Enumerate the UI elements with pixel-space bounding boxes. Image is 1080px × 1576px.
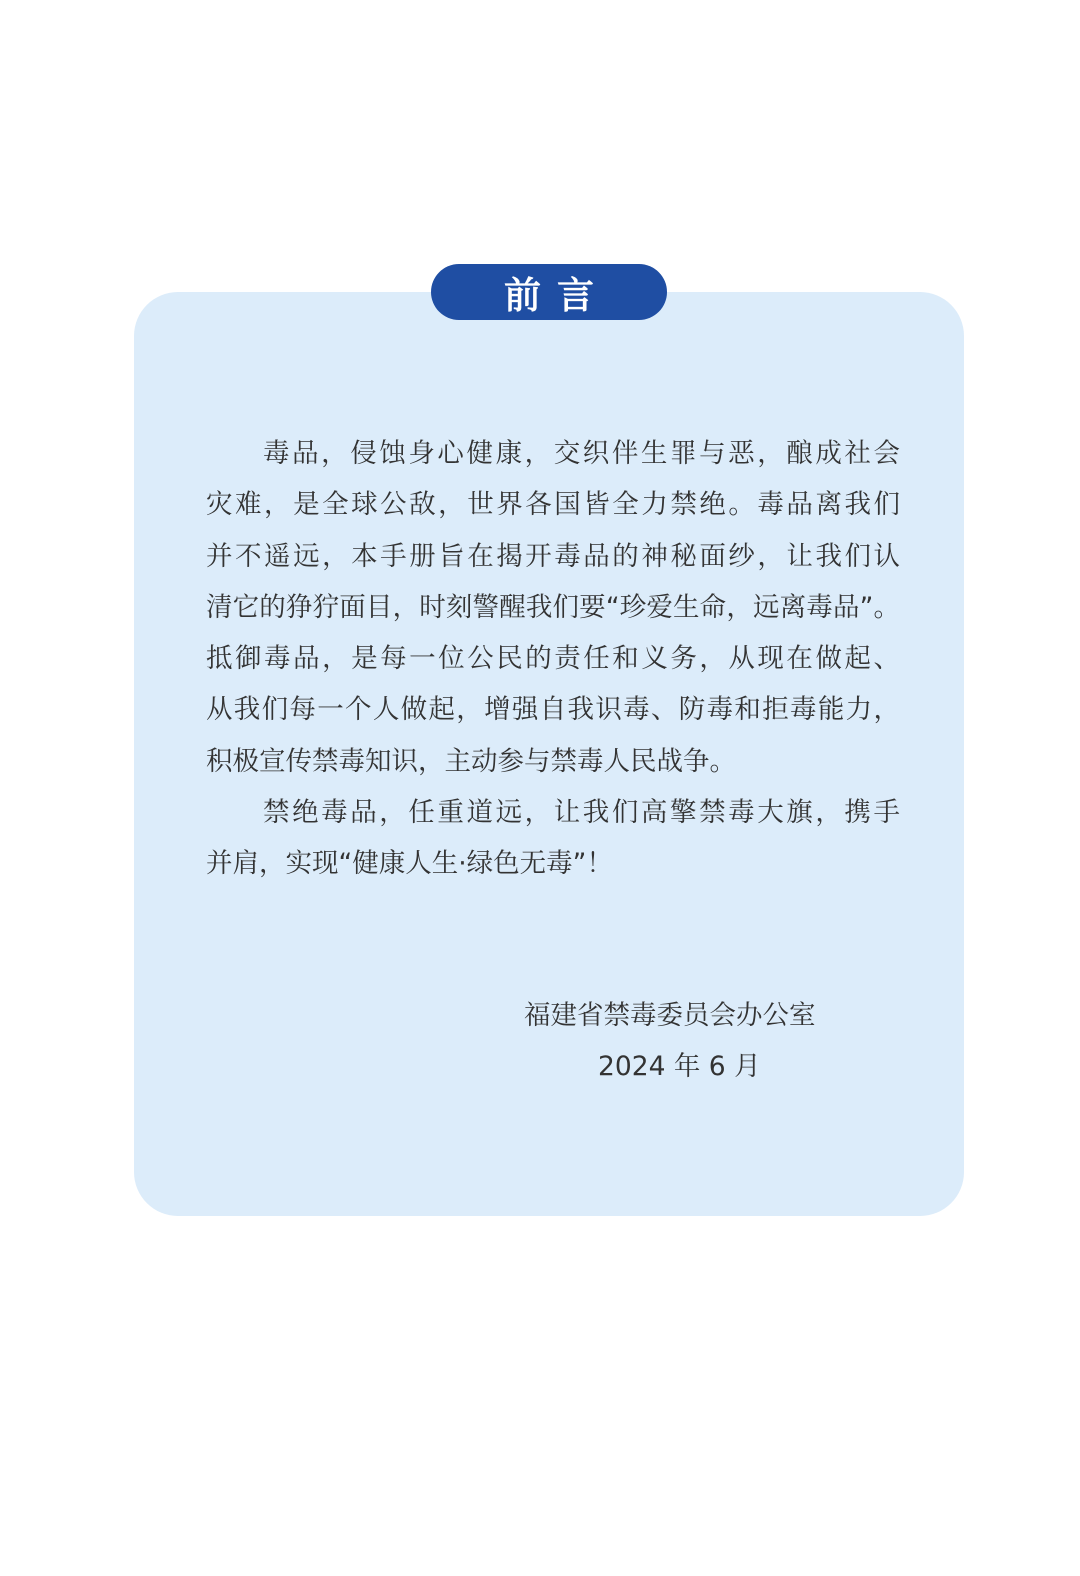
paragraph-1-line-3: 并不遥远，本手册旨在揭开毒品的神秘面纱，让我们认 bbox=[206, 540, 900, 572]
signature-date: 2024 年 6 月 bbox=[598, 1051, 761, 1082]
preface-body bbox=[206, 428, 900, 890]
preface-title: 前言 bbox=[431, 264, 667, 320]
paragraph-1-line-5: 抵御毒品，是每一位公民的责任和义务，从现在做起、 bbox=[206, 643, 900, 675]
paragraph-2-line-2: 并肩，实现“健康人生·绿色无毒”！ bbox=[206, 848, 613, 880]
paragraph-1-line-7: 积极宣传禁毒知识，主动参与禁毒人民战争。 bbox=[206, 745, 736, 777]
paragraph-1-line-6: 从我们每一个人做起，增强自我识毒、防毒和拒毒能力， bbox=[206, 694, 900, 726]
paragraph-1-line-4: 清它的狰狞面目，时刻警醒我们要“珍爱生命，远离毒品”。 bbox=[206, 591, 900, 623]
signature-organization: 福建省禁毒委员会办公室 bbox=[524, 1000, 816, 1031]
paragraph-2-line-1: 禁绝毒品，任重道远，让我们高擎禁毒大旗，携手 bbox=[263, 797, 900, 829]
paragraph-1-line-1: 毒品，侵蚀身心健康，交织伴生罪与恶，酿成社会 bbox=[263, 438, 900, 469]
paragraph-1-line-2: 灾难，是全球公敌，世界各国皆全力禁绝。毒品离我们 bbox=[206, 489, 900, 521]
